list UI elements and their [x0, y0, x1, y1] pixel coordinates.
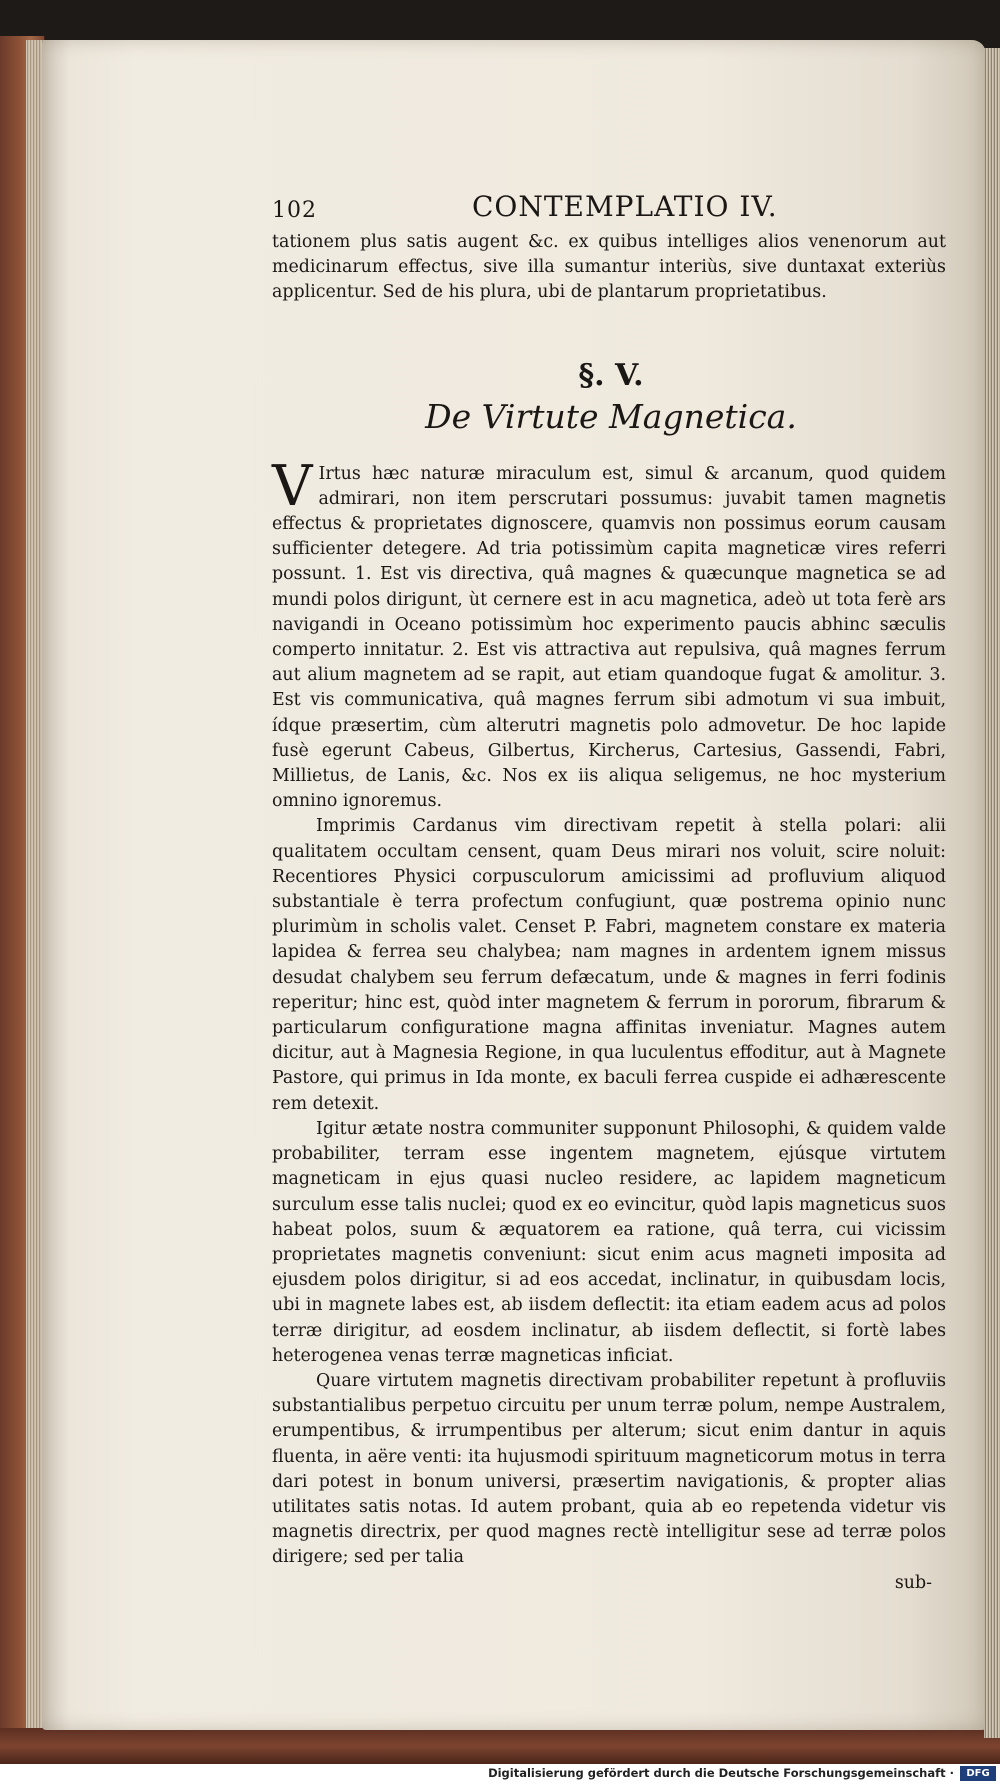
running-title: CONTEMPLATIO IV.	[472, 190, 778, 223]
section-number: §. V.	[578, 357, 644, 393]
digitization-credit: Digitalisierung gefördert durch die Deutsche Forschungsgemeinschaft ·	[488, 1766, 954, 1780]
paragraph-4: Quare virtutem magnetis directivam probabiliter repetunt à profluviis substantialibus perpetuo circuitu per unum terræ polum, nempe Australem, erumpentibus, & irrumpentibus per alterum; sicut enim dantur in aquis fluenta, in aëre venti: ita hujusmodi spirituum magneticorum motus in terra dari potest in bonum universi, præsertim navigationis, & propter alias utilitates satis notas. Id autem probant, quia ab eo repetenda videtur vis magnetis directrix, per quod magnes rectè intelligitur sese ad terræ polos dirigere; sed per talia	[272, 1370, 946, 1568]
opening-paragraph: tationem plus satis augent &c. ex quibus intelliges alios venenorum aut medicinarum effectus, sive illa sumantur interiùs, sive duntaxat exteriùs applicentur. Sed de his plura, ubi de plantarum proprietatibus.	[272, 232, 946, 303]
dfg-logo-badge: DFG	[960, 1766, 996, 1781]
paragraph-1-text: Irtus hæc naturæ miraculum est, simul & arcanum, quod quidem admirari, non item perscrutari possumus: juvabit tamen magnetis effectus & proprietates dignoscere, quamvis non possimus eorum causam sufficienter detegere. Ad tria potissimùm capita magneticæ vires referri possunt. 1. Est vis directiva, quâ magnes & quæcunque magnetica se ad mundi polos dirigunt, ùt cernere est in acu magnetica, adeò ut tota ferè ars navigandi in Oceano potissimùm hoc experimento paucis abhinc sæculis comperto innitatur. 2. Est vis attractiva aut repulsiva, quâ magnes ferrum aut alium magnetem ad se rapit, aut etiam quandoque fugat & amolitur. 3. Est vis communicativa, quâ magnes ferrum sibi admotum vi sua imbuit, ídque præsertim, cùm alterutri magnetis polo admovetur. De hoc lapide fusè egerunt Cabeus, Gilbertus, Kircherus, Cartesius, Gassendi, Fabri, Millietus, de Lanis, &c. Nos ex iis aliqua seligemus, ne hoc mysterium omnino ignoremus.	[272, 463, 946, 812]
running-head	[236, 186, 950, 230]
book-cover-bottom	[0, 1728, 1000, 1764]
page-edges-right	[984, 48, 1000, 1738]
paragraph-3: Igitur ætate nostra communiter supponunt Philosophi, & quidem valde probabiliter, terram esse ingentem magnetem, ejúsque virtutem magneticam in ejus quasi nucleo residere, ac lapidem magneticum surculum esse talis nuclei; quod ex eo evincitur, quòd lapis magneticus suos habeat polos, suum & æquatorem ea ratione, quâ terra, cui vicissim proprietates magnetis conveniunt: sicut enim acus magneti imposita ad ejusdem polos dirigitur, si ad eos accedat, inclinatur, in quibusdam locis, ubi in magnete labes est, ab iisdem deflectit: ita etiam eadem acus ad polos terræ dirigitur, ad eosdem inclinatur, ab iisdem deflectit, si fortè labes heterogenea venas terræ magneticas inficiat.	[272, 1118, 946, 1366]
page-number: 102	[272, 198, 317, 223]
page-content	[236, 186, 950, 1596]
paragraph-1	[236, 453, 950, 815]
section-title: De Virtute Magnetica.	[425, 396, 797, 436]
catchword: sub-	[894, 1572, 932, 1593]
paragraph-2: Imprimis Cardanus vim directivam repetit à stella polari: alii qualitatem occultam censent, quam Deus mirari nos voluit, scire noluit: Recentiores Physici corpusculorum amicissimi ad profluvium aliquod substantiale è terra profectum confugiunt, quæ postrema opinio nunc plurimùm in scholis valet. Censet P. Fabri, magnetem constare ex materia lapidea & ferrea seu chalybea; nam magnes in ardentem ignem missus desudat chalybem seu ferrum defæcatum, unde & magnes in ferri fodinis reperitur; hinc est, quòd inter magnetem & ferrum in pororum, fibrarum & particularum configuratione magna affinitas inveniatur. Magnes autem dicitur, aut à Magnesia Regione, in qua luculentus effoditur, aut à Magnete Pastore, qui primus in Ida monte, ex baculi ferrea cuspide ei adhærescente rem detexit.	[272, 816, 946, 1114]
drop-cap: V	[272, 453, 313, 519]
